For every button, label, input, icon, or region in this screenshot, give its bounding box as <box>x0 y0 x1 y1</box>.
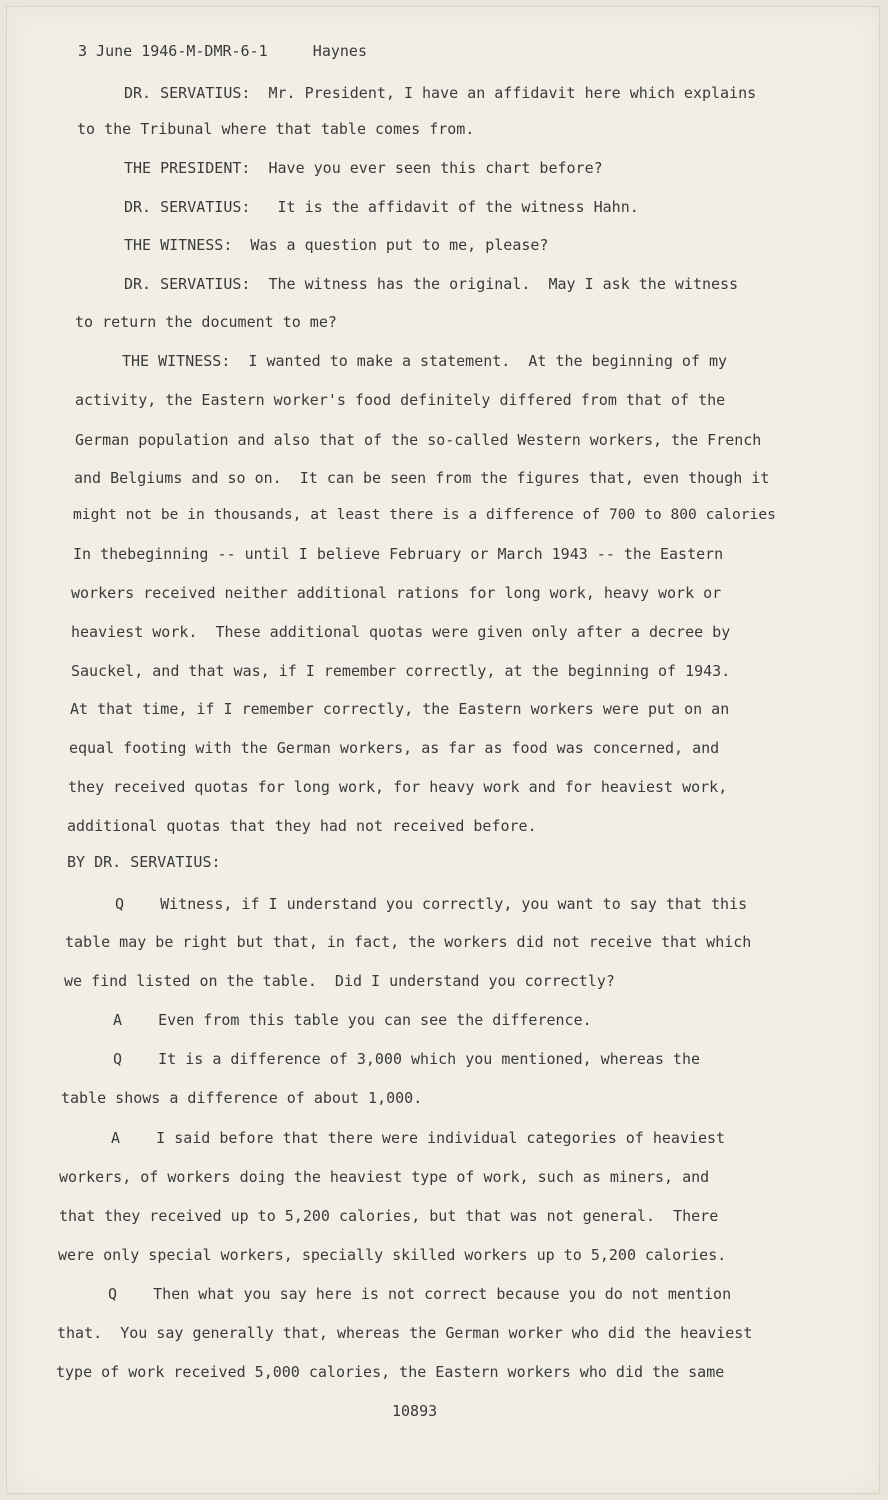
text-line: Q It is a difference of 3,000 which you mentioned, whereas the <box>113 1050 700 1068</box>
text-line: DR. SERVATIUS: It is the affidavit of the witness Hahn. <box>124 198 639 216</box>
text-line: Sauckel, and that was, if I remember correctly, at the beginning of 1943. <box>71 662 731 680</box>
text-line: At that time, if I remember correctly, the Eastern workers were put on an <box>70 700 730 718</box>
section-heading: BY DR. SERVATIUS: <box>67 853 221 871</box>
text-line: additional quotas that they had not received before. <box>67 817 537 835</box>
text-line: workers, of workers doing the heaviest type of work, such as miners, and <box>59 1168 710 1186</box>
text-line: German population and also that of the so-called Western workers, the French <box>75 431 762 449</box>
text-line: they received quotas for long work, for heavy work and for heaviest work, <box>68 778 728 796</box>
text-line: type of work received 5,000 calories, the Eastern workers who did the same <box>56 1363 725 1381</box>
text-line: THE WITNESS: Was a question put to me, please? <box>124 236 549 254</box>
text-line: Q Then what you say here is not correct because you do not mention <box>108 1285 732 1303</box>
text-line: to return the document to me? <box>75 313 337 331</box>
text-line: equal footing with the German workers, as far as food was concerned, and <box>69 739 720 757</box>
text-line: we find listed on the table. Did I understand you correctly? <box>64 972 615 990</box>
text-line: THE PRESIDENT: Have you ever seen this chart before? <box>124 159 603 177</box>
text-line: A I said before that there were individual categories of heaviest <box>111 1129 726 1147</box>
text-line: were only special workers, specially skilled workers up to 5,200 calories. <box>58 1246 727 1264</box>
text-line: DR. SERVATIUS: Mr. President, I have an affidavit here which explains <box>124 84 757 102</box>
text-line: table may be right but that, in fact, the workers did not receive that which <box>65 933 752 951</box>
text-line: table shows a difference of about 1,000. <box>61 1089 423 1107</box>
text-line: to the Tribunal where that table comes from. <box>77 120 475 138</box>
text-line: Q Witness, if I understand you correctly, you want to say that this <box>115 895 748 913</box>
text-line: and Belgiums and so on. It can be seen from the figures that, even though it <box>74 469 770 487</box>
page-number: 10893 <box>392 1402 438 1420</box>
text-line: workers received neither additional rations for long work, heavy work or <box>71 584 722 602</box>
text-line: THE WITNESS: I wanted to make a statement. At the beginning of my <box>122 352 728 370</box>
text-line: activity, the Eastern worker's food definitely differed from that of the <box>75 391 726 409</box>
text-line: In thebeginning -- until I believe February or March 1943 -- the Eastern <box>73 545 724 563</box>
text-line: A Even from this table you can see the difference. <box>113 1011 592 1029</box>
text-line: DR. SERVATIUS: The witness has the original. May I ask the witness <box>124 275 739 293</box>
page-header: 3 June 1946-M-DMR-6-1 Haynes <box>78 42 367 60</box>
text-line: that. You say generally that, whereas the German worker who did the heaviest <box>57 1324 753 1342</box>
text-line: heaviest work. These additional quotas were given only after a decree by <box>71 623 731 641</box>
text-line: might not be in thousands, at least there is a difference of 700 to 800 calories <box>73 506 776 523</box>
text-line: that they received up to 5,200 calories, but that was not general. There <box>59 1207 719 1225</box>
